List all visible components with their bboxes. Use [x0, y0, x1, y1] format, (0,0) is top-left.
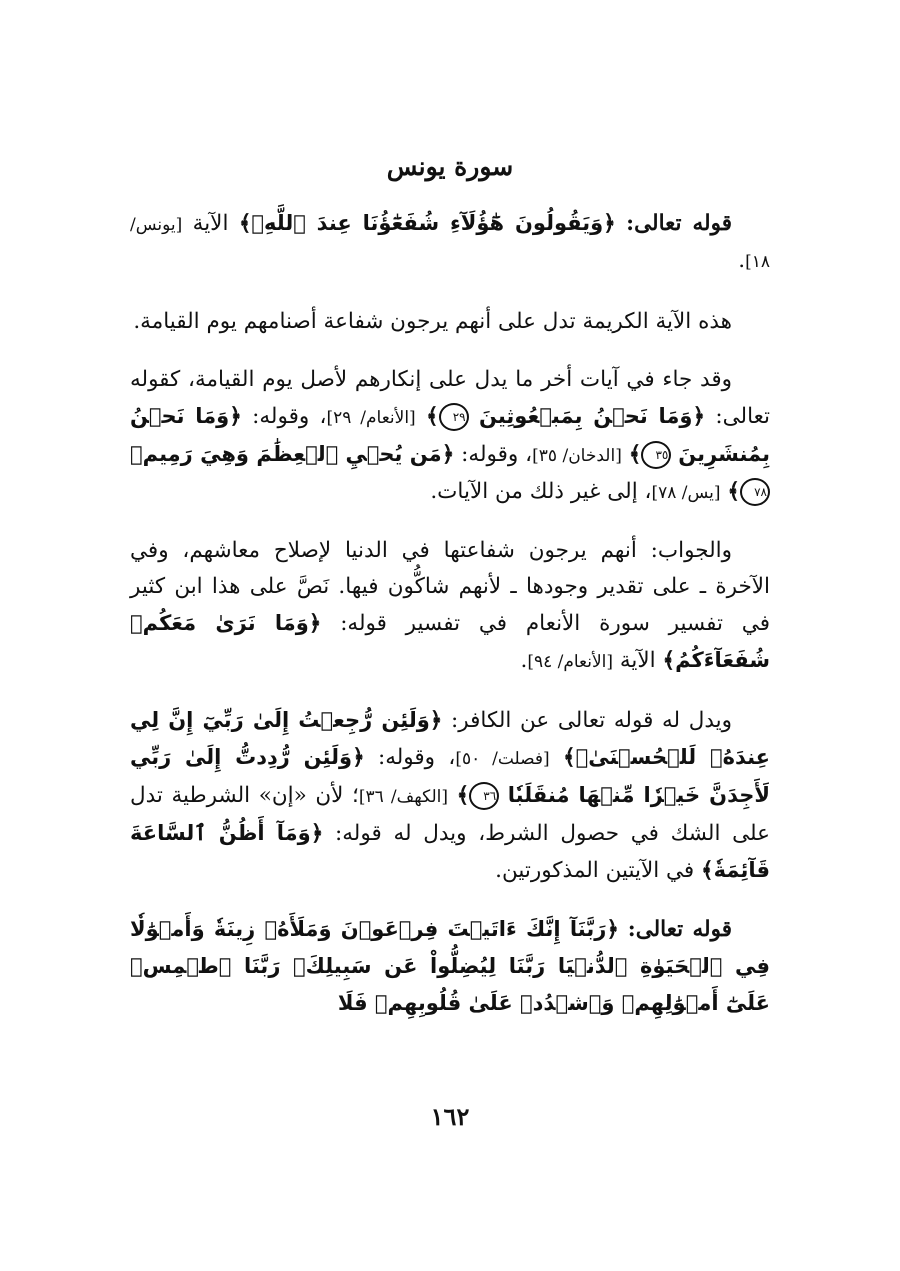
quran-quote: وَلَئِن رُّدِدتُّ إِلَىٰ رَبِّي لَأَجِدَنَّ خَيۡرٗا مِّنۡهَا مُنقَلَبٗا — [130, 745, 770, 807]
verse-reference: [يونس/ ١٨] — [130, 215, 770, 272]
surah-title: سورة يونس — [386, 152, 514, 181]
ayah-number-marker: ٧٨ — [740, 478, 770, 506]
ayah-number-marker: ٣٥ — [641, 441, 671, 469]
verse-reference: [الأنعام/ ٢٩] — [326, 408, 416, 428]
quran-quote: وَمَا نَرَىٰ مَعَكُمۡ شُفَعَآءَكُمُ — [130, 611, 770, 672]
paragraph-1: قوله تعالى: ﴿وَيَقُولُونَ هَٰٓؤُلَآءِ شُفَعَٰٓؤُنَا عِندَ ٱللَّهِۚ﴾ الآية [يونس/ ١٨]. — [130, 211, 770, 273]
lead-phrase: قوله تعالى: — [626, 211, 732, 236]
verse-reference: [الكهف/ ٣٦] — [358, 787, 448, 807]
paragraph-3: وقد جاء في آيات أخر ما يدل على إنكارهم لأصل يوم القيامة، كقوله تعالى: ﴿وَمَا نَحۡنُ بِمَبۡعُوثِينَ ٢٩﴾ [الأنعام/ ٢٩]، وقوله: ﴿وَمَا نَحۡنُ بِمُنشَرِينَ ٣٥﴾ [الدخان/ ٣٥]، وقوله: ﴿مَن يُحۡيِ ٱلۡعِظَٰمَ وَهِيَ رَمِيمٞ ٧٨﴾ [يس/ ٧٨]، إلى غير ذلك من الآيات. — [130, 367, 770, 504]
paragraph-2 — [130, 304, 770, 340]
page-body — [130, 205, 770, 1044]
quran-quote: وَمَآ أَظُنُّ ٱلسَّاعَةَ قَآئِمَةٗ — [130, 821, 770, 882]
verse-reference: [الدخان/ ٣٥] — [532, 446, 622, 466]
quran-quote: رَبَّنَآ إِنَّكَ ءَاتَيۡتَ فِرۡعَوۡنَ وَمَلَأَهُۥ زِينَةٗ وَأَمۡوَٰلٗا فِي ٱلۡحَيَوٰةِ ٱلدُّنۡيَا رَبَّنَا لِيُضِلُّواْ عَن سَبِيلِكَۖ رَبَّنَا ٱطۡمِسۡ عَلَىٰٓ أَمۡوَٰلِهِمۡ وَٱشۡدُدۡ عَلَىٰ قُلُوبِهِمۡ فَلَا — [130, 917, 770, 1015]
quran-quote: وَيَقُولُونَ هَٰٓؤُلَآءِ شُفَعَٰٓؤُنَا عِندَ ٱللَّهِۚ — [251, 211, 604, 235]
ayah-number-marker: ٢٩ — [439, 403, 469, 431]
paragraph-4: والجواب: أنهم يرجون شفاعتها في الدنيا لإصلاح معاشهم، وفي الآخرة ـ على تقدير وجودها ـ لأنهم شاكُّون فيها. نَصَّ على هذا ابن كثير في تفسير سورة الأنعام في تفسير قوله: ﴿وَمَا نَرَىٰ مَعَكُمۡ شُفَعَآءَكُمُ﴾ الآية [الأنعام/ ٩٤]. — [130, 538, 770, 673]
lead-phrase: قوله تعالى: — [627, 917, 732, 942]
paragraph-text: هذه الآية الكريمة تدل على أنهم يرجون شفاعة أصنامهم يوم القيامة. — [133, 309, 732, 334]
page-number: ١٦٢ — [430, 1102, 470, 1131]
paragraph-6: قوله تعالى: ﴿رَبَّنَآ إِنَّكَ ءَاتَيۡتَ فِرۡعَوۡنَ وَمَلَأَهُۥ زِينَةٗ وَأَمۡوَٰلٗا فِي ٱلۡحَيَوٰةِ ٱلدُّنۡيَا رَبَّنَا لِيُضِلُّواْ عَن سَبِيلِكَۖ رَبَّنَا ٱطۡمِسۡ عَلَىٰٓ أَمۡوَٰلِهِمۡ وَٱشۡدُدۡ عَلَىٰ قُلُوبِهِمۡ فَلَا — [130, 917, 770, 1015]
quran-quote: وَمَا نَحۡنُ بِمُنشَرِينَ — [130, 404, 770, 466]
book-page — [130, 0, 770, 1271]
verse-reference: [يس/ ٧٨] — [651, 483, 721, 503]
quran-quote: وَلَئِن رُّجِعۡتُ إِلَىٰ رَبِّيٓ إِنَّ لِي عِندَهُۥ لَلۡحُسۡنَىٰۚ — [130, 708, 771, 769]
verse-reference: [الأنعام/ ٩٤] — [527, 652, 614, 672]
ayah-number-marker: ٣٦ — [469, 782, 499, 810]
quran-quote: وَمَا نَحۡنُ بِمَبۡعُوثِينَ — [478, 404, 693, 428]
paragraph-5: ويدل له قوله تعالى عن الكافر: ﴿وَلَئِن رُّجِعۡتُ إِلَىٰ رَبِّيٓ إِنَّ لِي عِندَهُۥ لَلۡحُسۡنَىٰۚ﴾ [فصلت/ ٥٠]، وقوله: ﴿وَلَئِن رُّدِدتُّ إِلَىٰ رَبِّي لَأَجِدَنَّ خَيۡرٗا مِّنۡهَا مُنقَلَبٗا ٣٦﴾ [الكهف/ ٣٦]؛ لأن «إن» الشرطية تدل على الشك في حصول الشرط، ويدل له قوله: ﴿وَمَآ أَظُنُّ ٱلسَّاعَةَ قَآئِمَةٗ﴾ في الآيتين المذكورتين. — [130, 708, 771, 883]
verse-reference: [فصلت/ ٥٠] — [455, 749, 550, 769]
quran-quote: مَن يُحۡيِ ٱلۡعِظَٰمَ وَهِيَ رَمِيمٞ — [130, 442, 442, 466]
